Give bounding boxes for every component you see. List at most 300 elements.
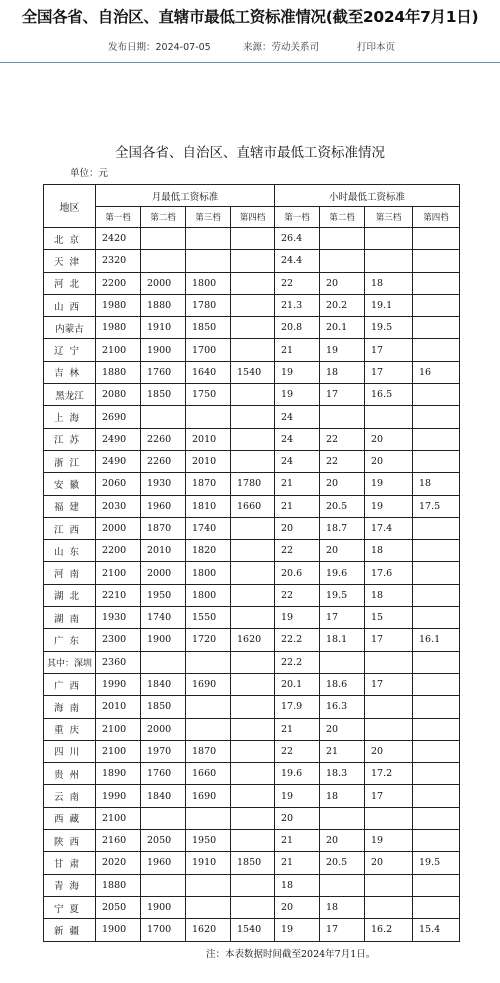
hourly-wage-cell (413, 272, 460, 294)
hourly-wage-cell: 16.1 (413, 629, 460, 651)
monthly-wage-cell: 2160 (96, 830, 141, 852)
hourly-wage-cell (413, 250, 460, 272)
hourly-wage-cell (413, 562, 460, 584)
hourly-wage-cell: 21.3 (275, 294, 320, 316)
monthly-wage-cell (186, 874, 231, 896)
table-header-row (44, 185, 460, 207)
hourly-wage-cell: 15.4 (413, 919, 460, 941)
hourly-wage-cell: 17.5 (413, 495, 460, 517)
hourly-wage-cell: 21 (275, 339, 320, 361)
hourly-wage-cell (365, 896, 413, 918)
hourly-wage-cell: 19.1 (365, 294, 413, 316)
region-cell: 其中：深圳 (44, 651, 96, 673)
monthly-tier-header: 第一档 (96, 207, 141, 228)
hourly-wage-cell (320, 651, 365, 673)
monthly-wage-cell: 2420 (96, 228, 141, 250)
page-title: 全国各省、自治区、直辖市最低工资标准情况(截至2024年7月1日) (21, 8, 479, 26)
hourly-wage-cell (365, 406, 413, 428)
hourly-wage-cell: 18.3 (320, 763, 365, 785)
region-cell: 吉林 (44, 361, 96, 383)
monthly-wage-cell: 1960 (141, 852, 186, 874)
monthly-wage-cell (231, 406, 275, 428)
monthly-wage-cell: 1900 (141, 896, 186, 918)
monthly-wage-cell (231, 228, 275, 250)
hourly-wage-cell: 18 (365, 584, 413, 606)
monthly-wage-cell: 1760 (141, 763, 186, 785)
hourly-wage-cell: 24 (275, 428, 320, 450)
monthly-wage-cell: 2000 (141, 272, 186, 294)
hourly-wage-cell: 19 (275, 384, 320, 406)
monthly-wage-cell: 1950 (141, 584, 186, 606)
hourly-wage-cell (413, 317, 460, 339)
hourly-wage-cell: 22.2 (275, 629, 320, 651)
hourly-wage-cell (320, 228, 365, 250)
hourly-wage-cell: 19 (275, 607, 320, 629)
monthly-wage-cell (186, 807, 231, 829)
hourly-wage-cell (320, 807, 365, 829)
monthly-wage-cell (186, 718, 231, 740)
table-row (44, 339, 460, 361)
hourly-wage-cell: 19.6 (275, 763, 320, 785)
hourly-wage-cell (365, 874, 413, 896)
hourly-wage-cell: 17 (365, 629, 413, 651)
hourly-wage-cell: 26.4 (275, 228, 320, 250)
region-cell: 北京 (44, 228, 96, 250)
hourly-wage-cell: 16 (413, 361, 460, 383)
region-cell: 西藏 (44, 807, 96, 829)
hourly-wage-cell: 22 (320, 450, 365, 472)
monthly-wage-cell: 1740 (186, 517, 231, 539)
hourly-wage-cell: 18 (320, 785, 365, 807)
hourly-wage-cell: 24 (275, 406, 320, 428)
table-row (44, 696, 460, 718)
monthly-wage-cell: 1850 (141, 384, 186, 406)
hourly-tier-header: 第三档 (365, 207, 413, 228)
monthly-wage-cell: 1660 (186, 763, 231, 785)
monthly-wage-cell (231, 294, 275, 316)
monthly-wage-cell: 1850 (186, 317, 231, 339)
monthly-wage-cell: 1760 (141, 361, 186, 383)
hourly-tier-header: 第二档 (320, 207, 365, 228)
monthly-wage-cell: 2100 (96, 562, 141, 584)
hourly-wage-cell: 19.5 (365, 317, 413, 339)
hourly-wage-cell: 19 (320, 339, 365, 361)
monthly-wage-cell: 1910 (186, 852, 231, 874)
region-cell: 内蒙古 (44, 317, 96, 339)
hourly-wage-cell: 19 (275, 361, 320, 383)
table-row (44, 629, 460, 651)
hourly-wage-cell: 20.6 (275, 562, 320, 584)
region-cell: 海南 (44, 696, 96, 718)
monthly-tier-header: 第三档 (186, 207, 231, 228)
region-cell: 青海 (44, 874, 96, 896)
monthly-wage-cell: 1800 (186, 584, 231, 606)
monthly-wage-cell (231, 450, 275, 472)
area-header: 地区 (44, 185, 96, 228)
table-row (44, 584, 460, 606)
region-cell: 重庆 (44, 718, 96, 740)
table-note: 注：本表数据时间截至2024年7月1日。 (206, 949, 376, 960)
region-cell: 宁夏 (44, 896, 96, 918)
monthly-wage-cell (231, 763, 275, 785)
hourly-wage-cell: 20.5 (320, 495, 365, 517)
monthly-wage-cell (141, 807, 186, 829)
monthly-wage-cell (231, 562, 275, 584)
monthly-wage-cell: 2050 (96, 896, 141, 918)
hourly-wage-cell: 16.5 (365, 384, 413, 406)
table-row (44, 384, 460, 406)
monthly-wage-cell: 1870 (141, 517, 186, 539)
monthly-wage-cell (231, 584, 275, 606)
table-row (44, 317, 460, 339)
monthly-wage-cell (231, 384, 275, 406)
hourly-wage-cell: 20.1 (320, 317, 365, 339)
monthly-wage-cell: 1840 (141, 673, 186, 695)
table-row (44, 361, 460, 383)
table-row (44, 763, 460, 785)
monthly-wage-cell: 2210 (96, 584, 141, 606)
hourly-wage-cell: 17 (365, 339, 413, 361)
monthly-wage-cell: 2490 (96, 450, 141, 472)
table-row (44, 495, 460, 517)
region-cell: 河北 (44, 272, 96, 294)
hourly-wage-cell (413, 228, 460, 250)
hourly-wage-cell: 19 (365, 830, 413, 852)
header-divider (0, 62, 500, 63)
monthly-wage-cell: 2100 (96, 740, 141, 762)
table-row (44, 874, 460, 896)
hourly-wage-cell: 18.7 (320, 517, 365, 539)
monthly-wage-cell: 1880 (96, 874, 141, 896)
monthly-wage-cell: 1910 (141, 317, 186, 339)
monthly-wage-cell: 1810 (186, 495, 231, 517)
monthly-wage-cell: 2490 (96, 428, 141, 450)
monthly-wage-cell (231, 607, 275, 629)
hourly-wage-cell (413, 718, 460, 740)
table-row (44, 852, 460, 874)
hourly-wage-cell: 20 (365, 852, 413, 874)
hourly-wage-cell: 19.5 (413, 852, 460, 874)
table-row (44, 896, 460, 918)
monthly-wage-cell (186, 896, 231, 918)
region-cell: 山东 (44, 540, 96, 562)
hourly-wage-cell: 18 (365, 540, 413, 562)
monthly-wage-cell: 2360 (96, 651, 141, 673)
hourly-wage-cell: 22 (275, 740, 320, 762)
hourly-wage-cell: 22 (275, 272, 320, 294)
monthly-wage-cell: 2080 (96, 384, 141, 406)
hourly-wage-cell: 21 (320, 740, 365, 762)
monthly-wage-cell (231, 807, 275, 829)
monthly-wage-cell (231, 874, 275, 896)
monthly-wage-cell (186, 651, 231, 673)
monthly-wage-cell: 1800 (186, 272, 231, 294)
monthly-wage-cell: 1740 (141, 607, 186, 629)
monthly-wage-cell (186, 228, 231, 250)
hourly-wage-cell: 19.6 (320, 562, 365, 584)
table-row (44, 673, 460, 695)
monthly-wage-cell: 1850 (231, 852, 275, 874)
table-row (44, 740, 460, 762)
monthly-wage-cell: 1980 (96, 317, 141, 339)
hourly-wage-cell (413, 651, 460, 673)
monthly-wage-cell: 1980 (96, 294, 141, 316)
table-row (44, 294, 460, 316)
document-title: 全国各省、自治区、直辖市最低工资标准情况 (115, 145, 385, 161)
monthly-wage-cell: 1890 (96, 763, 141, 785)
monthly-wage-cell: 1690 (186, 673, 231, 695)
hourly-wage-cell (413, 339, 460, 361)
region-cell: 湖南 (44, 607, 96, 629)
monthly-wage-cell: 1870 (186, 740, 231, 762)
hourly-wage-cell: 20 (320, 718, 365, 740)
hourly-wage-cell: 20.8 (275, 317, 320, 339)
monthly-wage-cell: 2100 (96, 807, 141, 829)
monthly-tier-header: 第四档 (231, 207, 275, 228)
monthly-wage-cell: 1820 (186, 540, 231, 562)
monthly-wage-cell: 2000 (141, 562, 186, 584)
tier-header-row (44, 207, 460, 228)
region-cell: 甘肃 (44, 852, 96, 874)
monthly-wage-cell (231, 830, 275, 852)
monthly-wage-cell: 1880 (141, 294, 186, 316)
monthly-wage-cell: 1970 (141, 740, 186, 762)
monthly-wage-cell: 1900 (96, 919, 141, 941)
monthly-wage-cell (141, 228, 186, 250)
monthly-wage-cell: 1870 (186, 473, 231, 495)
hourly-wage-cell: 18 (275, 874, 320, 896)
region-cell: 天津 (44, 250, 96, 272)
hourly-wage-cell: 15 (365, 607, 413, 629)
hourly-wage-cell (413, 807, 460, 829)
hourly-wage-cell: 22 (275, 584, 320, 606)
hourly-wage-cell: 17 (365, 361, 413, 383)
hourly-wage-cell: 17 (320, 607, 365, 629)
hourly-wage-cell: 18.1 (320, 629, 365, 651)
monthly-wage-cell: 1750 (186, 384, 231, 406)
monthly-wage-cell: 2010 (186, 428, 231, 450)
monthly-wage-cell (231, 696, 275, 718)
monthly-wage-cell: 1960 (141, 495, 186, 517)
hourly-wage-cell (320, 406, 365, 428)
hourly-wage-cell: 21 (275, 473, 320, 495)
monthly-wage-cell: 1620 (231, 629, 275, 651)
meta-row (0, 39, 500, 55)
region-cell: 河南 (44, 562, 96, 584)
monthly-wage-cell: 1620 (186, 919, 231, 941)
monthly-wage-cell: 1800 (186, 562, 231, 584)
table-row (44, 718, 460, 740)
hourly-wage-cell: 24 (275, 450, 320, 472)
region-cell: 湖北 (44, 584, 96, 606)
monthly-wage-cell (231, 896, 275, 918)
monthly-wage-cell: 1900 (141, 629, 186, 651)
hourly-wage-cell (413, 384, 460, 406)
hourly-wage-cell: 17.4 (365, 517, 413, 539)
hourly-wage-cell: 20.5 (320, 852, 365, 874)
monthly-wage-cell: 1720 (186, 629, 231, 651)
hourly-wage-cell (413, 763, 460, 785)
monthly-wage-cell (231, 517, 275, 539)
region-cell: 浙江 (44, 450, 96, 472)
monthly-wage-cell (231, 673, 275, 695)
table-row (44, 250, 460, 272)
monthly-wage-cell: 2100 (96, 339, 141, 361)
print-page-link[interactable]: 打印本页 (357, 42, 396, 53)
hourly-wage-cell: 19 (275, 785, 320, 807)
hourly-wage-cell: 20 (275, 517, 320, 539)
monthly-wage-cell (186, 406, 231, 428)
region-cell: 广东 (44, 629, 96, 651)
hourly-wage-cell: 20 (320, 473, 365, 495)
monthly-wage-cell: 1700 (141, 919, 186, 941)
monthly-wage-cell (141, 651, 186, 673)
table-row (44, 919, 460, 941)
monthly-wage-cell: 2300 (96, 629, 141, 651)
hourly-wage-cell: 20 (365, 428, 413, 450)
hourly-wage-cell (365, 250, 413, 272)
table-row (44, 228, 460, 250)
hourly-wage-cell: 20 (365, 740, 413, 762)
monthly-wage-cell: 2000 (96, 517, 141, 539)
hourly-wage-cell: 18.6 (320, 673, 365, 695)
hourly-wage-cell (320, 874, 365, 896)
monthly-wage-cell: 1540 (231, 919, 275, 941)
hourly-wage-cell (413, 607, 460, 629)
hourly-wage-cell: 17 (320, 919, 365, 941)
monthly-wage-cell: 2690 (96, 406, 141, 428)
hourly-tier-header: 第四档 (413, 207, 460, 228)
table-row (44, 406, 460, 428)
region-cell: 江苏 (44, 428, 96, 450)
table-row (44, 807, 460, 829)
hourly-wage-cell: 22 (275, 540, 320, 562)
hourly-wage-cell (413, 740, 460, 762)
table-row (44, 517, 460, 539)
monthly-wage-cell: 1930 (96, 607, 141, 629)
hourly-wage-cell: 16.2 (365, 919, 413, 941)
hourly-wage-cell: 21 (275, 852, 320, 874)
hourly-wage-cell (413, 540, 460, 562)
hourly-wage-cell (413, 450, 460, 472)
table-row (44, 450, 460, 472)
publish-date: 发布日期：2024-07-05 (108, 42, 211, 53)
monthly-wage-cell: 2260 (141, 450, 186, 472)
monthly-wage-cell (186, 250, 231, 272)
monthly-wage-cell: 1780 (186, 294, 231, 316)
hourly-wage-cell (365, 696, 413, 718)
region-cell: 上海 (44, 406, 96, 428)
hourly-wage-cell: 18 (320, 896, 365, 918)
region-cell: 贵州 (44, 763, 96, 785)
region-cell: 江西 (44, 517, 96, 539)
hourly-wage-cell: 17.6 (365, 562, 413, 584)
monthly-wage-cell: 2020 (96, 852, 141, 874)
table-body (44, 228, 460, 942)
monthly-wage-cell (231, 785, 275, 807)
hourly-wage-cell: 18 (413, 473, 460, 495)
monthly-wage-cell (231, 428, 275, 450)
monthly-wage-cell: 1550 (186, 607, 231, 629)
hourly-tier-header: 第一档 (275, 207, 320, 228)
region-cell: 新疆 (44, 919, 96, 941)
hourly-wage-cell (413, 874, 460, 896)
table-row (44, 607, 460, 629)
monthly-wage-cell: 1700 (186, 339, 231, 361)
hourly-wage-cell: 20 (320, 272, 365, 294)
monthly-header: 月最低工资标准 (96, 185, 275, 207)
monthly-wage-cell: 2010 (186, 450, 231, 472)
hourly-wage-cell: 19 (365, 495, 413, 517)
region-cell: 福建 (44, 495, 96, 517)
hourly-wage-cell (413, 294, 460, 316)
monthly-wage-cell (141, 250, 186, 272)
monthly-wage-cell: 2200 (96, 540, 141, 562)
hourly-wage-cell: 21 (275, 830, 320, 852)
monthly-wage-cell: 1950 (186, 830, 231, 852)
table-row (44, 562, 460, 584)
hourly-wage-cell: 20 (275, 896, 320, 918)
hourly-wage-cell (365, 807, 413, 829)
hourly-wage-cell (413, 673, 460, 695)
table-row (44, 651, 460, 673)
monthly-wage-cell: 1660 (231, 495, 275, 517)
hourly-wage-cell (413, 696, 460, 718)
monthly-wage-cell (231, 740, 275, 762)
region-cell: 广西 (44, 673, 96, 695)
hourly-wage-cell: 20 (275, 807, 320, 829)
hourly-wage-cell: 19.5 (320, 584, 365, 606)
monthly-wage-cell: 2010 (96, 696, 141, 718)
monthly-wage-cell: 1540 (231, 361, 275, 383)
monthly-wage-cell: 2030 (96, 495, 141, 517)
region-cell: 云南 (44, 785, 96, 807)
monthly-wage-cell: 2010 (141, 540, 186, 562)
monthly-wage-cell (231, 540, 275, 562)
hourly-wage-cell: 16.3 (320, 696, 365, 718)
monthly-wage-cell (231, 272, 275, 294)
monthly-wage-cell (231, 651, 275, 673)
monthly-wage-cell: 1900 (141, 339, 186, 361)
monthly-wage-cell: 1850 (141, 696, 186, 718)
hourly-wage-cell: 22 (320, 428, 365, 450)
hourly-wage-cell (413, 428, 460, 450)
region-cell: 四川 (44, 740, 96, 762)
hourly-wage-cell: 18 (365, 272, 413, 294)
region-cell: 黑龙江 (44, 384, 96, 406)
region-cell: 陕西 (44, 830, 96, 852)
hourly-wage-cell (365, 718, 413, 740)
hourly-wage-cell: 18 (320, 361, 365, 383)
monthly-wage-cell: 1930 (141, 473, 186, 495)
hourly-wage-cell: 20.1 (275, 673, 320, 695)
hourly-wage-cell (413, 896, 460, 918)
monthly-wage-cell: 2260 (141, 428, 186, 450)
hourly-wage-cell: 20 (365, 450, 413, 472)
monthly-wage-cell: 1990 (96, 785, 141, 807)
hourly-wage-cell: 17 (365, 673, 413, 695)
monthly-wage-cell (231, 718, 275, 740)
hourly-wage-cell (413, 785, 460, 807)
hourly-wage-cell (365, 228, 413, 250)
hourly-wage-cell: 19 (365, 473, 413, 495)
hourly-wage-cell (320, 250, 365, 272)
hourly-wage-cell: 22.2 (275, 651, 320, 673)
hourly-wage-cell (413, 584, 460, 606)
monthly-wage-cell (141, 406, 186, 428)
hourly-wage-cell (413, 517, 460, 539)
monthly-wage-cell: 1990 (96, 673, 141, 695)
